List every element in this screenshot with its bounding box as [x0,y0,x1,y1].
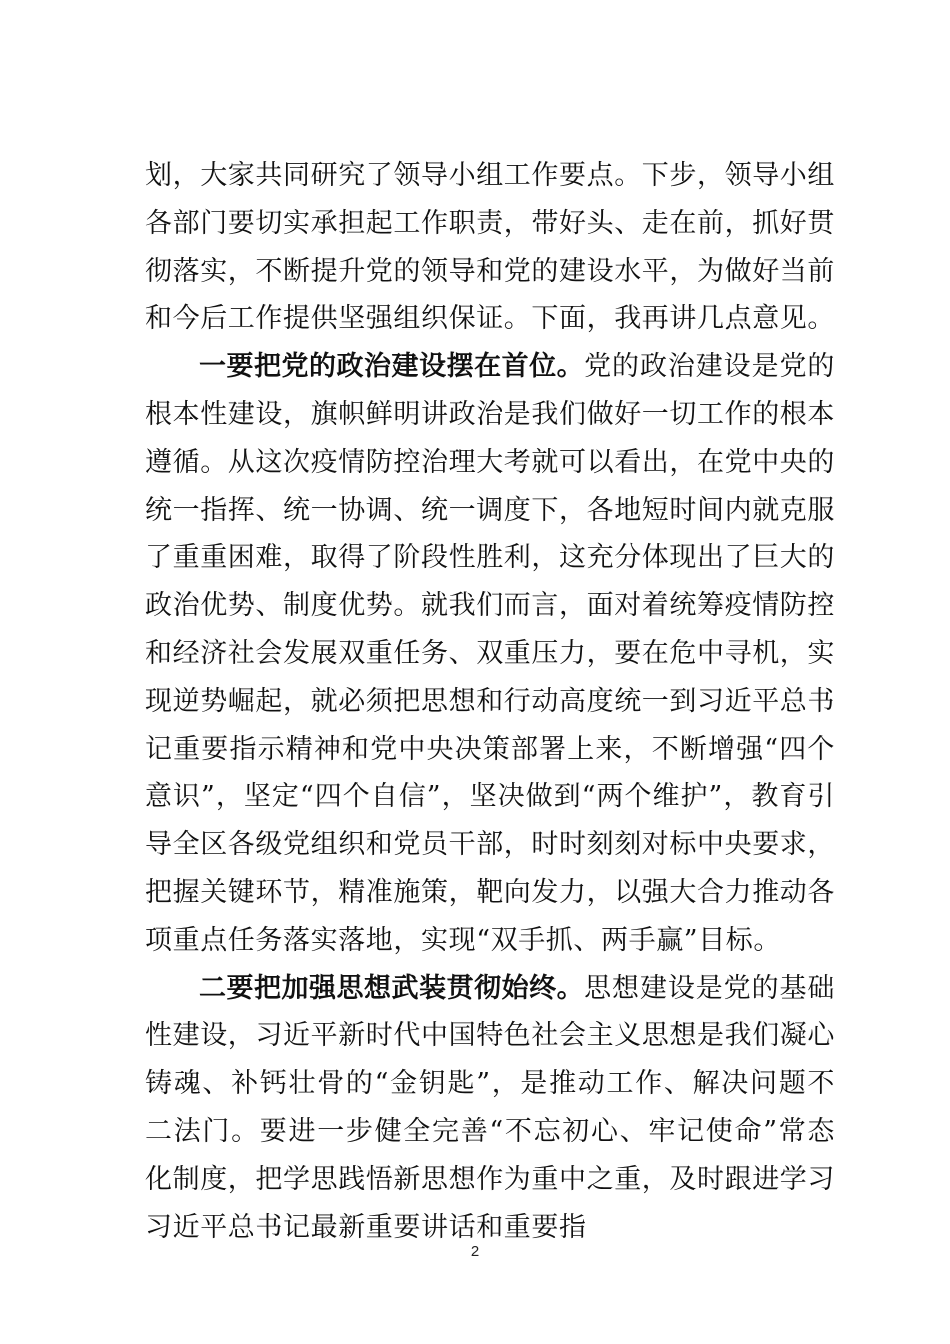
paragraph-continuation [145,152,835,343]
paragraph-heading: 二要把加强思想武装贯彻始终。 [199,972,585,1004]
paragraph-text: 划，大家共同研究了领导小组工作要点。下步，领导小组各部门要切实承担起工作职责，带好头、走在前，抓好贯彻落实，不断提升党的领导和党的建设水平，为做好当前和今后工作提供坚强组织保证。下面，我再讲几点意见。 [145,160,835,335]
paragraph-ideological-arming [145,965,835,1252]
paragraph-text: 思想建设是党的基础性建设，习近平新时代中国特色社会主义思想是我们凝心铸魂、补钙壮骨的“金钥匙”，是推动工作、解决问题不二法门。要进一步健全完善“不忘初心、牢记使命”常态化制度，把学思践悟新思想作为重中之重，及时跟进学习习近平总书记最新重要讲话和重要指 [145,972,835,1243]
page-number: 2 [470,1243,480,1260]
document-body [145,152,835,1251]
paragraph-political-building [145,343,835,964]
paragraph-text: 党的政治建设是党的根本性建设，旗帜鲜明讲政治是我们做好一切工作的根本遵循。从这次疫情防控治理大考就可以看出，在党中央的统一指挥、统一协调、统一调度下，各地短时间内就克服了重重困难，取得了阶段性胜利，这充分体现出了巨大的政治优势、制度优势。就我们而言，面对着统筹疫情防控和经济社会发展双重任务、双重压力，要在危中寻机，实现逆势崛起，就必须把思想和行动高度统一到习近平总书记重要指示精神和党中央决策部署上来，不断增强“四个意识”，坚定“四个自信”，坚决做到“两个维护”，教育引导全区各级党组织和党员干部，时时刻刻对标中央要求，把握关键环节，精准施策，靶向发力，以强大合力推动各项重点任务落实落地，实现“双手抓、两手赢”目标。 [145,351,835,956]
paragraph-heading: 一要把党的政治建设摆在首位。 [199,351,585,383]
